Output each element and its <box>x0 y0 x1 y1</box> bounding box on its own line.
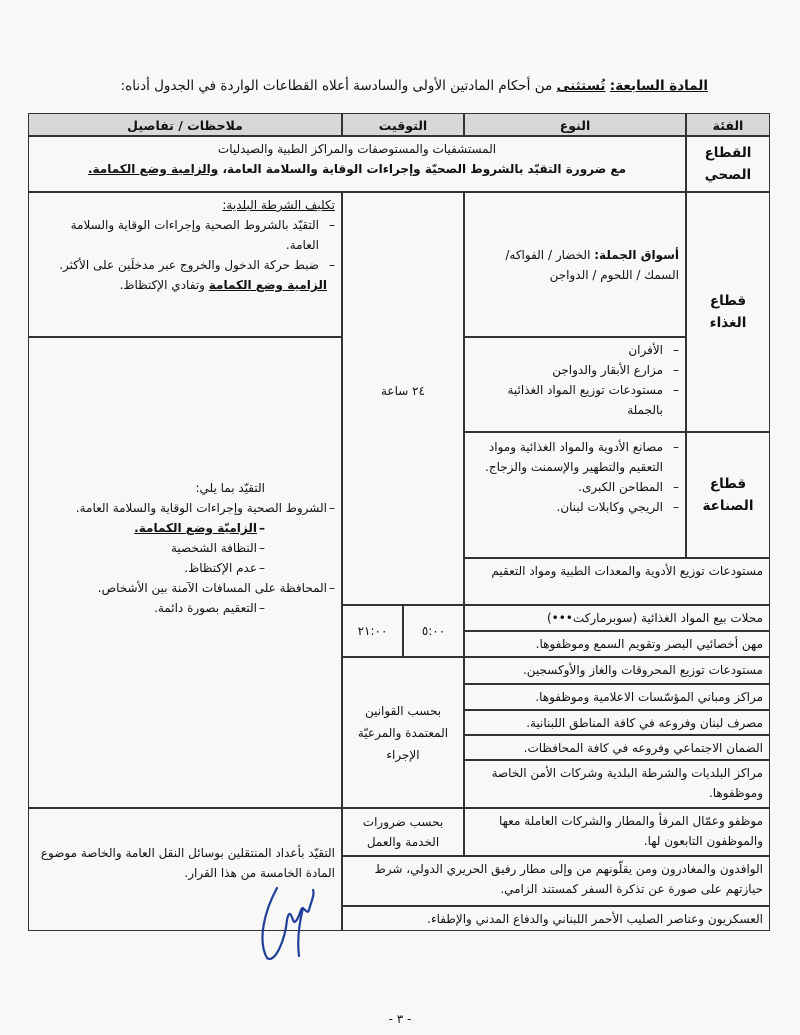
article-text: من أحكام المادتين الأولى والسادسة أعلاه القطاعات الواردة في الجدول أدناه: <box>120 78 553 94</box>
comply-item: – عدم الإكتظاظ. <box>35 558 265 578</box>
category-food: قطاع الغذاء <box>686 192 770 432</box>
category-health: القطاع الصحي <box>686 136 770 192</box>
notes-police <box>28 192 342 337</box>
article-keyword: تُستثنى <box>556 78 606 94</box>
signature-icon <box>255 880 325 965</box>
header-timing: التوقيت <box>342 113 464 136</box>
row-military: العسكريون وعناصر الصليب الأحمر اللبناني والدفاع المدني والإطفاء. <box>342 906 770 931</box>
police-title: تكليف الشرطة البلدية: <box>222 198 335 212</box>
timing-to: ٢١:٠٠ <box>342 605 403 657</box>
comply-item: – التعقيم بصورة دائمة. <box>35 598 265 618</box>
health-line-2: مع ضرورة التقيّد بالشروط الصحيّة وإجراءات الوقاية والسلامة العامة، <box>222 162 627 176</box>
row-optics: مهن أخصائيي البصر وتقويم السمع وموظفوها. <box>464 631 770 657</box>
wholesale-label: أسواق الجملة: <box>594 247 679 262</box>
industry-item: – المطاحن الكبرى. <box>471 477 679 497</box>
timing-24h: ٢٤ ساعة <box>342 192 464 605</box>
row-travellers: الوافدون والمغادرون ومن يقلّونهم من وإلى مطار رفيق الحريري الدولي، شرط حيازتهم على صورة عن تذكرة السفر كمستند الزامي. <box>342 856 770 906</box>
notes-compliance <box>28 337 342 808</box>
category-industry: قطاع الصناعة <box>686 432 770 558</box>
comply-item: – الزاميّة وضع الكمامة. <box>35 518 265 538</box>
police-item: – التقيّد بالشروط الصحية وإجراءات الوقاية والسلامة العامة. <box>35 215 335 255</box>
food-item: – مزارع الأبقار والدواجن <box>471 360 679 380</box>
row-social-security: الضمان الاجتماعي وفروعه في كافة المحافظات. <box>464 735 770 760</box>
row-media: مراكز ومباني المؤسّسات الاعلامية وموظفوها. <box>464 684 770 710</box>
row-port-airport: موظفو وعمّال المرفأ والمطار والشركات العاملة معها والموظفون التابعون لها. <box>464 808 770 856</box>
timing-by-law: بحسب القوانين المعتمدة والمرعيّة الإجراء <box>342 657 464 808</box>
comply-title: التقيّد بما يلي: <box>195 481 265 495</box>
health-line-1: المستشفيات والمستوصفات والمراكز الطبية والصيدليات <box>217 142 497 156</box>
comply-item: – الشروط الصحية وإجراءات الوقاية والسلامة العامة. <box>35 498 335 518</box>
food-wholesale <box>464 192 686 337</box>
header-notes: ملاحظات / تفاصيل <box>28 113 342 136</box>
food-item: – مستودعات توزيع المواد الغذائية بالجملة <box>471 380 679 420</box>
article-label: المادة السابعة: <box>609 78 708 94</box>
police-item: – ضبط حركة الدخول والخروج عبر مدخلَين على الأكثر. <box>35 255 335 275</box>
comply-item: – النظافة الشخصية <box>35 538 265 558</box>
food-list <box>464 337 686 432</box>
health-description <box>28 136 686 192</box>
wholesale-items: الخضار / الفواكه/ السمك / اللحوم / الدواجن <box>505 247 679 282</box>
timing-by-need: بحسب ضرورات الخدمة والعمل <box>342 808 464 856</box>
row-fuel: مستودعات توزيع المحروقات والغاز والأوكسجين. <box>464 657 770 684</box>
page-number: - ٣ - <box>388 1012 412 1026</box>
food-item: – الأفران <box>471 340 679 360</box>
row-municipalities: مراكز البلديات والشرطة البلدية وشركات الأمن الخاصة وموظفوها. <box>464 760 770 808</box>
comply-item: – المحافظة على المسافات الآمنة بين الأشخاص. <box>35 578 335 598</box>
industry-list <box>464 432 686 558</box>
row-supermarkets: محلات بيع المواد الغذائية (سوبرماركت•••) <box>464 605 770 631</box>
industry-item: – الريجي وكابلات لبنان. <box>471 497 679 517</box>
industry-item: – مصانع الأدوية والمواد الغذائية ومواد التعقيم والتطهير والإسمنت والزجاج. <box>471 437 679 477</box>
notes-transport: التقيّد بأعداد المنتقلين بوسائل النقل العامة والخاصة موضوع المادة الخامسة من هذا القرار. <box>28 808 342 931</box>
header-category: الفئة <box>686 113 770 136</box>
row-central-bank: مصرف لبنان وفروعه في كافة المناطق اللبنانية. <box>464 710 770 735</box>
header-type: النوع <box>464 113 686 136</box>
article-intro <box>88 76 708 96</box>
row-medical-warehouses: مستودعات توزيع الأدوية والمعدات الطبية ومواد التعقيم <box>464 558 770 605</box>
police-mask: الزامية وضع الكمامة <box>208 278 327 292</box>
health-mask-note: والزامية وضع الكمامة. <box>87 162 219 176</box>
timing-from: ٥:٠٠ <box>403 605 464 657</box>
police-tail: وتفادي الإكتظاظ. <box>119 278 205 292</box>
